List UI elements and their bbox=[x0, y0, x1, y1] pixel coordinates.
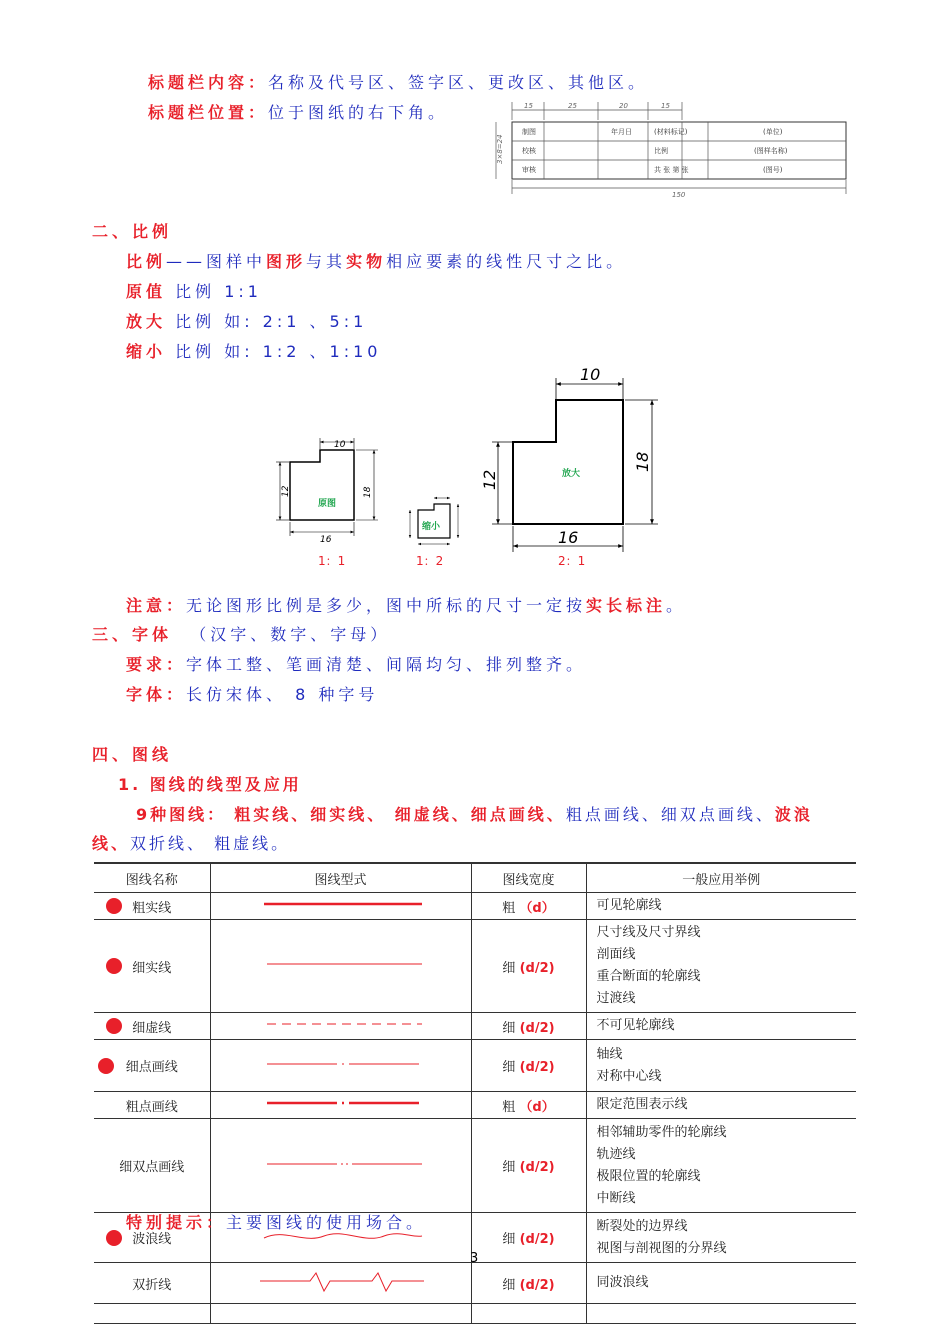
line-name: 细虚线 bbox=[132, 1020, 172, 1036]
tb-dim-top-3: 20 bbox=[619, 102, 628, 110]
line-name: 细双点画线 bbox=[119, 1160, 185, 1175]
row-name-cell bbox=[94, 893, 210, 920]
line-sample bbox=[212, 1154, 470, 1174]
usage-cell bbox=[586, 1213, 856, 1263]
table-row bbox=[94, 893, 856, 920]
title-block-figure bbox=[488, 98, 852, 202]
big-dim-left: 12 bbox=[480, 469, 499, 490]
tb-cell-date: 年月日 bbox=[611, 128, 632, 136]
width-text: 细 bbox=[502, 1232, 516, 1247]
sec2-def-a: ——图样中 bbox=[166, 252, 267, 271]
tb-cell-unit: (单位) bbox=[763, 128, 783, 136]
width-cell bbox=[471, 1119, 586, 1213]
row-name-cell bbox=[94, 1013, 210, 1040]
bullet-dot-icon bbox=[106, 898, 122, 914]
width-value: (d/2) bbox=[519, 1160, 555, 1175]
scale-figure bbox=[270, 360, 670, 575]
usage-cell bbox=[586, 920, 856, 1013]
note-line bbox=[126, 593, 686, 616]
table-row bbox=[94, 1119, 856, 1213]
sec3-requirement bbox=[126, 652, 586, 675]
sec2-def-b: 图形 bbox=[266, 252, 307, 271]
width-value: （d） bbox=[519, 1099, 555, 1115]
line-sample-cell bbox=[210, 1040, 471, 1092]
sec2-heading: 二、比例 bbox=[92, 222, 173, 241]
usage-cell bbox=[586, 1263, 856, 1304]
sec4-heading: 四、图线 bbox=[92, 745, 173, 764]
tb-cell-zhitu: 制图 bbox=[522, 128, 536, 136]
tb-cell-material: (材料标记) bbox=[654, 128, 688, 136]
special-tip-label: 特别提示： bbox=[126, 1213, 227, 1232]
special-tip-text: 主要图线的使用场合。 bbox=[226, 1213, 427, 1232]
big-dim-top: 10 bbox=[580, 365, 601, 384]
table-row bbox=[94, 1013, 856, 1040]
usage-item: 轨迹线 bbox=[596, 1146, 636, 1162]
line-sample-cell bbox=[210, 1092, 471, 1119]
sec3-heading-line bbox=[92, 622, 390, 645]
orig-dim-left: 12 bbox=[281, 485, 291, 497]
usage-item: 同波浪线 bbox=[596, 1275, 649, 1290]
line-name: 粗实线 bbox=[132, 900, 172, 916]
sec2-r3-label: 缩小 bbox=[126, 342, 167, 361]
big-dim-bottom: 16 bbox=[558, 528, 579, 547]
usage-item: 视图与剖视图的分界线 bbox=[596, 1240, 727, 1256]
big-ratio: 2：1 bbox=[558, 554, 586, 568]
note-text: 无论图形比例是多少，图中所标的尺寸一定按 bbox=[186, 596, 587, 615]
line-sample bbox=[212, 1267, 470, 1295]
usage-item: 相邻辅助零件的轮廓线 bbox=[596, 1124, 727, 1140]
width-text: 粗 bbox=[502, 1099, 516, 1115]
usage-cell bbox=[586, 1119, 856, 1213]
tb-dim-top-4: 15 bbox=[661, 102, 670, 110]
width-cell bbox=[471, 1092, 586, 1119]
line-sample-cell bbox=[210, 1013, 471, 1040]
sec2-r2-text: 比例 如: 2:1 、5:1 bbox=[175, 312, 368, 331]
sec3-req-label: 要求： bbox=[126, 655, 187, 674]
line-sample bbox=[212, 1093, 470, 1113]
usage-cell bbox=[586, 1040, 856, 1092]
header-style: 图线型式 bbox=[210, 863, 471, 893]
table-header-row bbox=[94, 863, 856, 893]
sec3-font-text: 长仿宋体、 8 种字号 bbox=[186, 685, 379, 704]
small-label: 缩小 bbox=[422, 522, 441, 532]
title-block-content-text: 名称及代号区、签字区、更改区、其他区。 bbox=[268, 73, 649, 92]
sec2-row-enlarge bbox=[126, 309, 367, 332]
usage-item: 轴线 bbox=[596, 1046, 623, 1062]
tb-dim-bottom: 150 bbox=[672, 191, 686, 199]
small-ratio: 1：2 bbox=[416, 554, 444, 568]
note-label: 注意： bbox=[126, 596, 187, 615]
tb-cell-drawing-no: (图号) bbox=[763, 166, 783, 174]
usage-cell bbox=[586, 1013, 856, 1040]
width-text: 细 bbox=[502, 1060, 516, 1075]
sec4-intro-red2: 波浪 bbox=[774, 805, 813, 824]
title-block-position-text: 位于图纸的右下角。 bbox=[268, 103, 449, 122]
orig-label: 原图 bbox=[318, 499, 337, 509]
bullet-dot-icon bbox=[106, 1018, 122, 1034]
orig-dim-right: 18 bbox=[363, 486, 373, 498]
header-width: 图线宽度 bbox=[471, 863, 586, 893]
big-dim-right: 18 bbox=[633, 451, 652, 472]
width-cell bbox=[471, 1263, 586, 1304]
bullet-dot-icon bbox=[106, 958, 122, 974]
width-cell bbox=[471, 1040, 586, 1092]
width-value: (d/2) bbox=[519, 1060, 555, 1075]
line-sample-cell bbox=[210, 1119, 471, 1213]
usage-item: 重合断面的轮廓线 bbox=[596, 969, 701, 984]
line-name: 细实线 bbox=[132, 960, 172, 976]
table-row bbox=[94, 920, 856, 1013]
width-cell bbox=[471, 920, 586, 1013]
tb-cell-shenhe: 审核 bbox=[522, 166, 536, 174]
title-block-content-line bbox=[148, 70, 648, 93]
usage-cell bbox=[586, 893, 856, 920]
sec2-def-c: 与其 bbox=[306, 252, 347, 271]
usage-item: 极限位置的轮廓线 bbox=[596, 1168, 701, 1184]
width-text: 细 bbox=[502, 1160, 516, 1175]
sec4-intro-blue1: 粗点画线、细双点画线、 bbox=[565, 805, 775, 824]
table-row bbox=[94, 1040, 856, 1092]
sec2-def-e: 相应要素的线性尺寸之比。 bbox=[386, 252, 627, 271]
note-emph: 实长标注 bbox=[586, 596, 667, 615]
width-value: (d/2) bbox=[519, 1020, 555, 1036]
line-name: 细点画线 bbox=[125, 1060, 178, 1075]
sec2-def-term: 比例 bbox=[126, 252, 167, 271]
tb-cell-sheets: 共 张 第 张 bbox=[654, 166, 689, 174]
line-sample bbox=[212, 954, 470, 974]
sec2-r1-text: 比例 1:1 bbox=[175, 282, 262, 301]
sec3-heading-note: （汉字、数字、字母） bbox=[190, 625, 391, 644]
table-row bbox=[94, 1263, 856, 1304]
usage-item: 限定范围表示线 bbox=[596, 1097, 688, 1112]
row-name-cell bbox=[94, 1092, 210, 1119]
tb-cell-jiaohe: 校核 bbox=[522, 147, 536, 155]
page-number: 3 bbox=[470, 1251, 479, 1266]
tb-cell-scale: 比例 bbox=[654, 147, 668, 155]
sec3-req-text: 字体工整、笔画清楚、间隔均匀、排列整齐。 bbox=[186, 655, 587, 674]
width-text: 细 bbox=[502, 1020, 516, 1036]
width-value: (d/2) bbox=[519, 1277, 555, 1293]
orig-dim-top: 10 bbox=[334, 440, 346, 450]
width-cell bbox=[471, 1013, 586, 1040]
line-name: 双折线 bbox=[132, 1277, 172, 1293]
line-sample-cell bbox=[210, 920, 471, 1013]
orig-dim-bottom: 16 bbox=[320, 535, 332, 545]
width-value: (d/2) bbox=[519, 1232, 555, 1247]
note-end: 。 bbox=[666, 596, 687, 615]
width-value: （d） bbox=[519, 900, 555, 916]
title-block-position-label: 标题栏位置： bbox=[148, 103, 269, 122]
line-sample bbox=[212, 1014, 470, 1034]
sec4-intro-red1: 粗实线、细实线、 细虚线、细点画线、 bbox=[234, 805, 566, 824]
tb-cell-drawing-name: (图样名称) bbox=[754, 147, 788, 155]
width-cell bbox=[471, 893, 586, 920]
line-name: 波浪线 bbox=[132, 1232, 172, 1247]
usage-item: 对称中心线 bbox=[596, 1068, 662, 1084]
sec3-heading: 三、字体 bbox=[92, 625, 173, 644]
usage-cell bbox=[586, 1092, 856, 1119]
sec2-definition bbox=[126, 249, 626, 272]
row-name-cell bbox=[94, 1263, 210, 1304]
sec2-r1-label: 原值 bbox=[126, 282, 167, 301]
shape-original bbox=[276, 438, 378, 568]
width-text: 粗 bbox=[502, 900, 516, 916]
usage-item: 中断线 bbox=[596, 1190, 636, 1206]
row-name-cell bbox=[94, 1119, 210, 1213]
usage-item: 断裂处的边界线 bbox=[596, 1218, 688, 1234]
line-sample bbox=[212, 894, 470, 914]
sec3-font-label: 字体： bbox=[126, 685, 187, 704]
sec2-row-reduce bbox=[126, 339, 381, 362]
sec4-intro-line1 bbox=[136, 802, 813, 825]
bullet-dot-icon bbox=[98, 1058, 114, 1074]
usage-item: 不可见轮廓线 bbox=[596, 1018, 675, 1033]
header-usage: 一般应用举例 bbox=[586, 863, 856, 893]
header-name: 图线名称 bbox=[94, 863, 210, 893]
line-sample-cell bbox=[210, 1263, 471, 1304]
title-block-content-label: 标题栏内容： bbox=[148, 73, 269, 92]
big-label: 放大 bbox=[562, 469, 581, 479]
sec2-r2-label: 放大 bbox=[126, 312, 167, 331]
table-row bbox=[94, 1092, 856, 1119]
tb-dim-top-2: 25 bbox=[568, 102, 577, 110]
row-name-cell bbox=[94, 920, 210, 1013]
table-row-partial bbox=[94, 1304, 856, 1324]
tb-dim-side: 3×8=24 bbox=[496, 134, 504, 164]
sec2-r3-text: 比例 如: 1:2 、1:10 bbox=[175, 342, 382, 361]
sec4-intro-line2 bbox=[92, 831, 290, 854]
line-sample-cell bbox=[210, 893, 471, 920]
usage-item: 剖面线 bbox=[596, 947, 636, 962]
shape-enlarged bbox=[480, 365, 658, 568]
bullet-dot-icon bbox=[106, 1230, 122, 1246]
width-text: 细 bbox=[502, 1277, 516, 1293]
sec4-intro-blue2: 双折线、 粗虚线。 bbox=[130, 834, 291, 853]
orig-ratio: 1：1 bbox=[318, 554, 346, 568]
line-sample bbox=[212, 1054, 470, 1074]
title-block-position-line bbox=[148, 100, 448, 123]
shape-small bbox=[410, 498, 458, 568]
sec2-row-original bbox=[126, 279, 262, 302]
usage-item: 尺寸线及尺寸界线 bbox=[596, 925, 701, 940]
special-tip-line bbox=[126, 1210, 426, 1233]
sec3-font bbox=[126, 682, 378, 705]
sec2-def-d: 实物 bbox=[346, 252, 387, 271]
sec4-intro-label: 9种图线： bbox=[136, 805, 227, 824]
usage-item: 过渡线 bbox=[596, 991, 636, 1006]
sec4-subheading: 1. 图线的线型及应用 bbox=[118, 775, 302, 794]
width-text: 细 bbox=[502, 960, 516, 976]
sec4-intro-red3: 线、 bbox=[92, 834, 131, 853]
line-name: 粗点画线 bbox=[125, 1099, 178, 1115]
usage-item: 可见轮廓线 bbox=[596, 898, 662, 913]
tb-dim-top-1: 15 bbox=[524, 102, 533, 110]
row-name-cell bbox=[94, 1040, 210, 1092]
width-cell bbox=[471, 1213, 586, 1263]
width-value: (d/2) bbox=[519, 960, 555, 976]
